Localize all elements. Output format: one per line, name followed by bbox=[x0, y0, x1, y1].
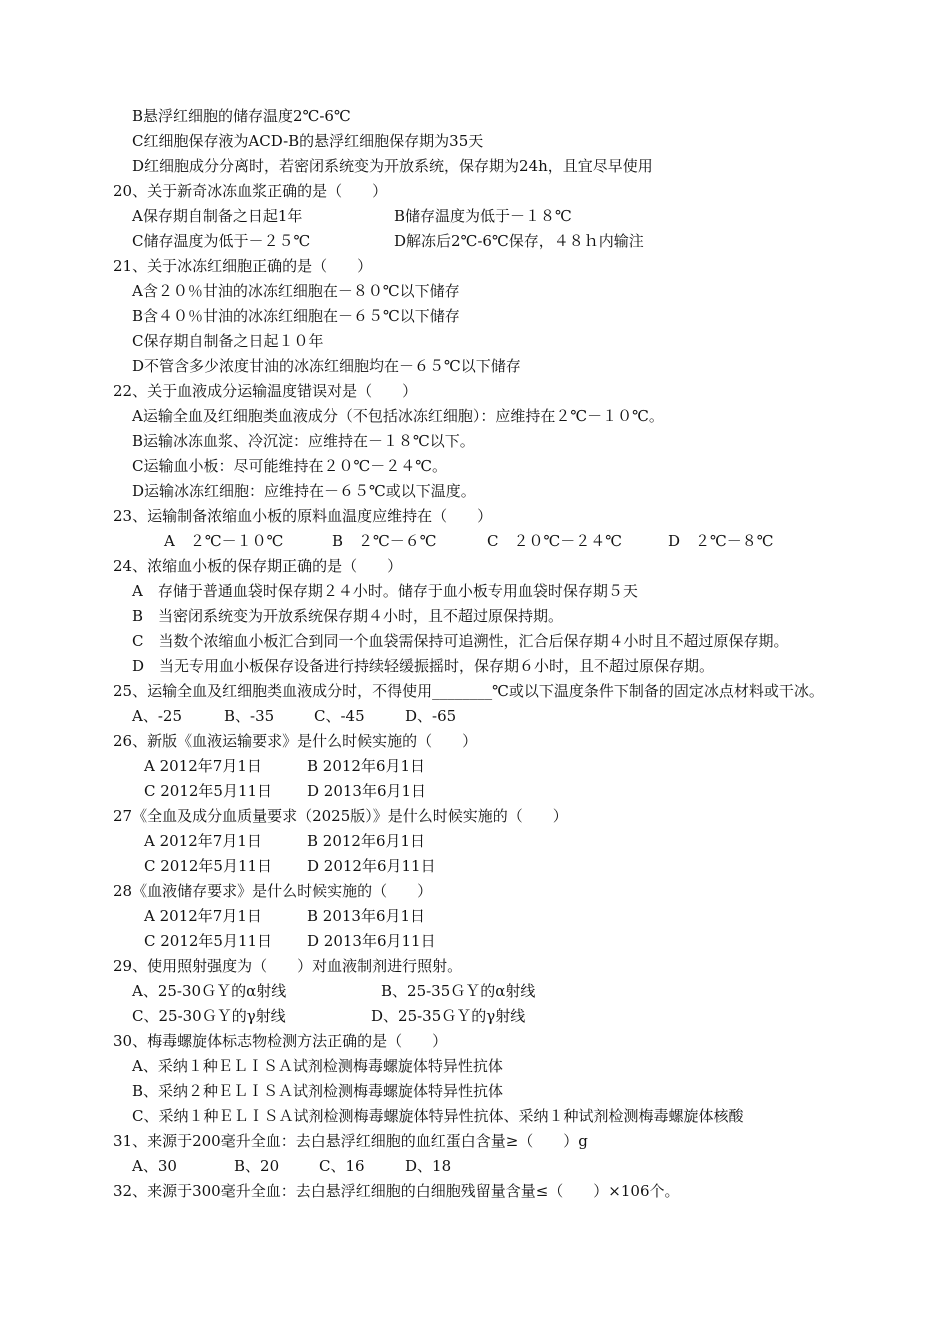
option-b: B、25-35ＧＹ的α射线 bbox=[381, 982, 536, 1000]
option-line: C、采纳１种ＥＬＩＳＡ试剂检测梅毒螺旋体特异性抗体、采纳１种试剂检测梅毒螺旋体核酸 bbox=[132, 1107, 744, 1125]
option-row bbox=[113, 929, 838, 954]
question-26: 26、新版《血液运输要求》是什么时候实施的（ ） bbox=[113, 732, 478, 750]
option-c: C、16 bbox=[319, 1157, 365, 1175]
option-d: D 2013年6月11日 bbox=[307, 932, 436, 950]
option-c: C 2012年5月11日 bbox=[144, 857, 273, 875]
option-b: B储存温度为低于－１８℃ bbox=[394, 207, 572, 225]
question-32: 32、来源于300毫升全血：去白悬浮红细胞的白细胞残留量含量≤（ ）×106个。 bbox=[113, 1182, 680, 1200]
option-line: B 当密闭系统变为开放系统保存期４小时，且不超过原保持期。 bbox=[132, 607, 564, 625]
option-b: B 2013年6月1日 bbox=[307, 907, 426, 925]
question-29: 29、使用照射强度为（ ）对血液制剂进行照射。 bbox=[113, 957, 463, 975]
question-22: 22、关于血液成分运输温度错误对是（ ） bbox=[113, 382, 418, 400]
document-page bbox=[113, 104, 838, 1204]
option-a: A、30 bbox=[132, 1157, 177, 1175]
option-c: C、-45 bbox=[314, 707, 365, 725]
option-row bbox=[113, 904, 838, 929]
option-row bbox=[113, 1154, 838, 1179]
option-row bbox=[113, 229, 838, 254]
option-line: B含４０％甘油的冰冻红细胞在－６５℃以下储存 bbox=[132, 307, 460, 325]
question-24: 24、浓缩血小板的保存期正确的是（ ） bbox=[113, 557, 403, 575]
question-31: 31、来源于200毫升全血：去白悬浮红细胞的血红蛋白含量≥（ ）g bbox=[113, 1132, 588, 1150]
question-20: 20、关于新奇冰冻血浆正确的是（ ） bbox=[113, 182, 388, 200]
option-line: A 存储于普通血袋时保存期２４小时。储存于血小板专用血袋时保存期５天 bbox=[132, 582, 638, 600]
question-30: 30、梅毒螺旋体标志物检测方法正确的是（ ） bbox=[113, 1032, 448, 1050]
option-c: C ２０℃－２４℃ bbox=[487, 532, 623, 550]
option-line: D红细胞成分分离时，若密闭系统变为开放系统，保存期为24h，且宜尽早使用 bbox=[132, 157, 653, 175]
question-27: 27《全血及成分血质量要求（2025版）》是什么时候实施的（ ） bbox=[113, 807, 568, 825]
option-row bbox=[113, 829, 838, 854]
option-a: A 2012年7月1日 bbox=[144, 832, 262, 850]
option-row bbox=[113, 204, 838, 229]
option-row bbox=[113, 1004, 838, 1029]
option-d: D、25-35ＧＹ的γ射线 bbox=[371, 1007, 526, 1025]
option-line: A运输全血及红细胞类血液成分（不包括冰冻红细胞）：应维持在２℃－１０℃。 bbox=[132, 407, 664, 425]
question-25: 25、运输全血及红细胞类血液成分时，不得使用________℃或以下温度条件下制备的固定冰点材料或干冰。 bbox=[113, 682, 824, 700]
option-line: C 当数个浓缩血小板汇合到同一个血袋需保持可追溯性，汇合后保存期４小时且不超过原保存期。 bbox=[132, 632, 789, 650]
option-d: D、-65 bbox=[405, 707, 457, 725]
option-line: B悬浮红细胞的储存温度2℃-6℃ bbox=[132, 107, 351, 125]
option-b: B 2012年6月1日 bbox=[307, 832, 426, 850]
option-a: A ２℃－１０℃ bbox=[164, 532, 284, 550]
option-row bbox=[113, 529, 838, 554]
option-d: D解冻后2℃-6℃保存，４８ｈ内输注 bbox=[394, 232, 644, 250]
option-line: B运输冰冻血浆、冷沉淀：应维持在－１８℃以下。 bbox=[132, 432, 475, 450]
option-a: A、25-30ＧＹ的α射线 bbox=[132, 982, 287, 1000]
option-d: D 2013年6月1日 bbox=[307, 782, 427, 800]
option-row bbox=[113, 779, 838, 804]
option-c: C 2012年5月11日 bbox=[144, 932, 273, 950]
question-28: 28《血液储存要求》是什么时候实施的（ ） bbox=[113, 882, 433, 900]
option-row bbox=[113, 754, 838, 779]
option-a: A 2012年7月1日 bbox=[144, 907, 262, 925]
option-line: B、采纳２种ＥＬＩＳＡ试剂检测梅毒螺旋体特异性抗体 bbox=[132, 1082, 504, 1100]
option-a: A 2012年7月1日 bbox=[144, 757, 262, 775]
option-line: A含２０％甘油的冰冻红细胞在－８０℃以下储存 bbox=[132, 282, 460, 300]
option-c: C、25-30ＧＹ的γ射线 bbox=[132, 1007, 286, 1025]
option-d: D 2012年6月11日 bbox=[307, 857, 436, 875]
option-line: D 当无专用血小板保存设备进行持续轻缓振摇时，保存期６小时，且不超过原保存期。 bbox=[132, 657, 715, 675]
option-b: B ２℃－６℃ bbox=[332, 532, 437, 550]
option-line: D不管含多少浓度甘油的冰冻红细胞均在－６５℃以下储存 bbox=[132, 357, 521, 375]
option-d: D、18 bbox=[405, 1157, 452, 1175]
option-c: C 2012年5月11日 bbox=[144, 782, 273, 800]
option-row bbox=[113, 854, 838, 879]
option-b: B、20 bbox=[234, 1157, 280, 1175]
option-line: D运输冰冻红细胞：应维持在－６５℃或以下温度。 bbox=[132, 482, 476, 500]
option-row bbox=[113, 704, 838, 729]
option-line: A、采纳１种ＥＬＩＳＡ试剂检测梅毒螺旋体特异性抗体 bbox=[132, 1057, 503, 1075]
option-d: D ２℃－８℃ bbox=[668, 532, 774, 550]
option-line: C红细胞保存液为ACD-B的悬浮红细胞保存期为35天 bbox=[132, 132, 484, 150]
option-c: C储存温度为低于－２５℃ bbox=[132, 232, 311, 250]
option-line: C运输血小板：尽可能维持在２０℃－２４℃。 bbox=[132, 457, 448, 475]
option-a: A、-25 bbox=[132, 707, 182, 725]
option-line: C保存期自制备之日起１０年 bbox=[132, 332, 324, 350]
question-21: 21、关于冰冻红细胞正确的是（ ） bbox=[113, 257, 373, 275]
option-row bbox=[113, 979, 838, 1004]
question-23: 23、运输制备浓缩血小板的原料血温度应维持在（ ） bbox=[113, 507, 493, 525]
option-b: B、-35 bbox=[224, 707, 275, 725]
option-b: B 2012年6月1日 bbox=[307, 757, 426, 775]
option-a: A保存期自制备之日起1年 bbox=[132, 207, 303, 225]
